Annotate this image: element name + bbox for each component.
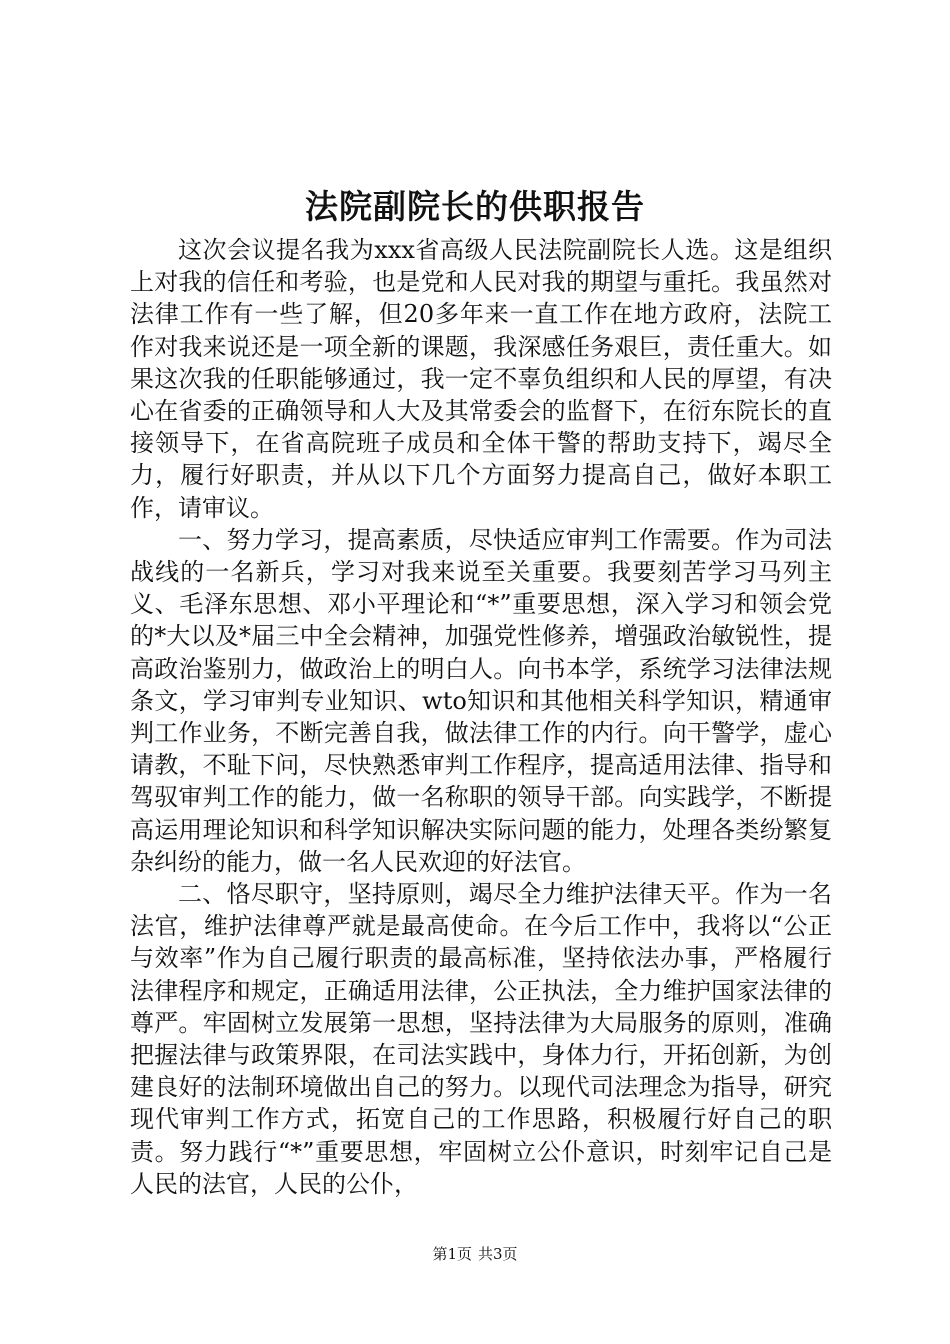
paragraph-section-two: 二、恪尽职守，坚持原则，竭尽全力维护法律天平。作为一名法官，维护法律尊严就是最高使命。在今后工作中，我将以“公正与效率”作为自己履行职责的最高标准，坚持依法办事，严格履行法律程序和规定，正确适用法律，公正执法，全力维护国家法律的尊严。牢固树立发展第一思想，坚持法律为大局服务的原则，准确把握法律与政策界限，在司法实践中，身体力行，开拓创新，为创建良好的法制环境做出自己的努力。以现代司法理念为指导，研究现代审判工作方式，拓宽自己的工作思路，积极履行好自己的职责。努力践行“*”重要思想，牢固树立公仆意识，时刻牢记自己是人民的法官，人民的公仆， <box>130 880 832 1198</box>
document-title: 法院副院长的供职报告 <box>305 187 645 226</box>
paragraph-section-one: 一、努力学习，提高素质，尽快适应审判工作需要。作为司法战线的一名新兵，学习对我来说至关重要。我要刻苦学习马列主义、毛泽东思想、邓小平理论和“*”重要思想，深入学习和领会党的*大以及*届三中全会精神，加强党性修养，增强政治敏锐性，提高政治鉴别力，做政治上的明白人。向书本学，系统学习法律法规条文，学习审判专业知识、wto知识和其他相关科学知识，精通审判工作业务，不断完善自我，做法律工作的内行。向干警学，虚心请教，不耻下问，尽快熟悉审判工作程序，提高适用法律、指导和驾驭审判工作的能力，做一名称职的领导干部。向实践学，不断提高运用理论知识和科学知识解决实际问题的能力，处理各类纷繁复杂纠纷的能力，做一名人民欢迎的好法官。 <box>130 525 832 876</box>
page-total: 共3页 <box>478 1245 518 1263</box>
paragraph-intro: 这次会议提名我为xxx省高级人民法院副院长人选。这是组织上对我的信任和考验，也是党和人民对我的期望与重托。我虽然对法律工作有一些了解，但20多年来一直工作在地方政府，法院工作对我来说还是一项全新的课题，我深感任务艰巨，责任重大。如果这次我的任职能够通过，我一定不辜负组织和人民的厚望，有决心在省委的正确领导和人大及其常委会的监督下，在衍东院长的直接领导下，在省高院班子成员和全体干警的帮助支持下，竭尽全力，履行好职责，并从以下几个方面努力提高自己，做好本职工作，请审议。 <box>130 236 832 522</box>
document-body <box>130 234 832 1200</box>
page-number: 第1页 <box>432 1245 472 1263</box>
page-footer <box>0 1244 950 1264</box>
